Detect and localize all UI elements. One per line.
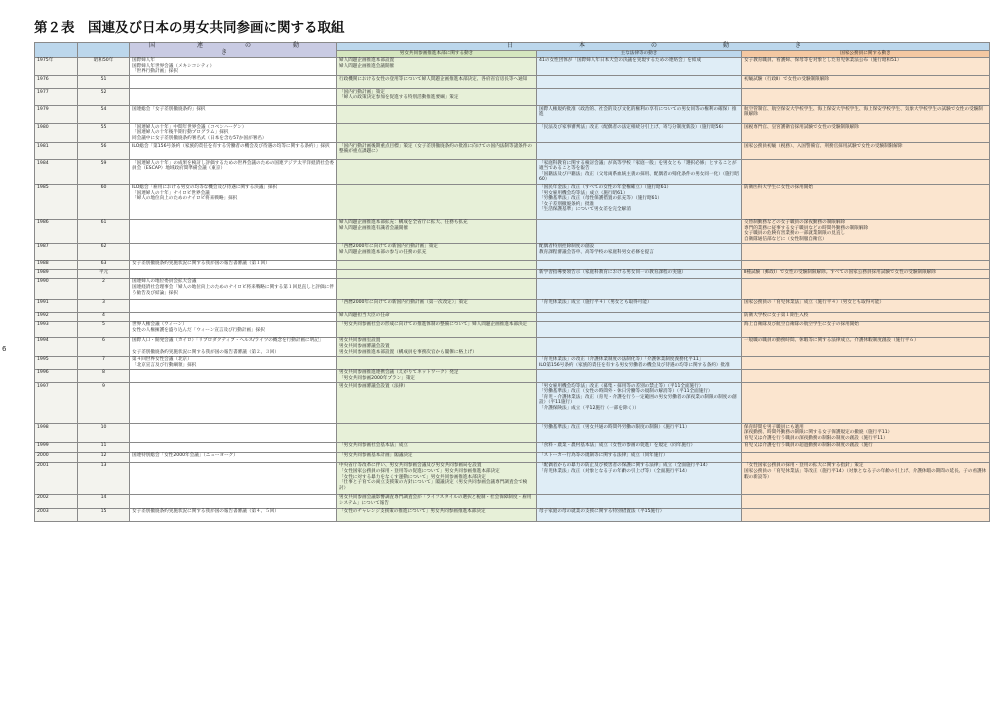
cell-year: 1981: [35, 143, 78, 160]
cell-ml: 「男女雇用機会均等法」改正（募集・採用等の差別の禁止等）（平11全面施行） 「労働基準法」改正（女性の時間外・休日労働等の規制の解消等）（平11全面施行） 「育児・介護休業法」改正（育児・介護を行う一定範囲の男女労働者の深夜業の制限の制度の創設）（平11施行） 「介護保険法」成立（平12施行（一部を除く））: [537, 383, 742, 424]
cell-year: 1990: [35, 278, 78, 299]
table-row: [35, 321, 990, 337]
cell-hq: 「男女共同参画基本計画」閣議決定: [337, 452, 537, 462]
table-row: [35, 424, 990, 443]
cell-showa: 56: [78, 143, 130, 160]
cell-hq: 「国内行動計画後期重点目標」策定（女子差別撤廃条約の批准に向けての国内法制等諸条件の整備が重点課題に）: [337, 143, 537, 160]
cell-year: 1997: [35, 383, 78, 424]
cell-cs: 初級試験（行政Ⅱ）で女性の受験制限解除: [742, 76, 990, 89]
cell-showa: 52: [78, 89, 130, 106]
cell-cs: [742, 383, 990, 424]
cell-ml: [537, 260, 742, 269]
header-japan: [337, 43, 990, 51]
cell-hq: [337, 278, 537, 299]
cell-year: 1977: [35, 89, 78, 106]
header-era: [78, 43, 130, 58]
table-row: [35, 219, 990, 243]
header-un: [130, 42, 342, 58]
cell-hq: 男女共同参画推進連携会議（えがりてネットワーク）発足 「男女共同参画2000年プラン」策定: [337, 369, 537, 382]
table-row: [35, 143, 990, 160]
cell-ml: [537, 89, 742, 106]
table-row: [35, 312, 990, 321]
page-side-mark: 6: [2, 345, 7, 353]
cell-hq: [337, 106, 537, 124]
cell-un: 国際人口・開発会議（カイロ）「リプロダクティブ・ヘルス/ライツの概念を行動計画に明記」 女子差別撤廃条約実施状況に関する我が国の報告書審議（第２、３回）: [130, 337, 337, 356]
cell-cs: [742, 89, 990, 106]
cell-showa: 12: [78, 452, 130, 462]
cell-un: 国連特別総会「女性2000年会議」（ニューヨーク）: [130, 452, 337, 462]
table-row: [35, 160, 990, 184]
cell-year: 1991: [35, 299, 78, 312]
table-row: [35, 184, 990, 219]
cell-un: [130, 269, 337, 278]
table-row: [35, 508, 990, 521]
header-un-label: 国 連 の 動 き: [148, 42, 342, 56]
header-cs: 国家公務員に関する動き: [742, 51, 990, 58]
cell-year: 1998: [35, 424, 78, 443]
cell-showa: 51: [78, 76, 130, 89]
cell-cs: 育児又は介護を行う職員の超過勤務の制限の制度の創設（施行: [742, 442, 990, 452]
table-row: [35, 337, 990, 356]
cell-cs: [742, 260, 990, 269]
table-row: [35, 452, 990, 462]
cell-ml: 「食料・農業・農村基本法」成立（女性の参画の促進）を規定（同年施行）: [537, 442, 742, 452]
cell-cs: [742, 369, 990, 382]
cell-year: 1979: [35, 106, 78, 124]
cell-showa: 3: [78, 299, 130, 312]
table-row: [35, 243, 990, 260]
cell-showa: 15: [78, 508, 130, 521]
cell-cs: 国税専門官、皇宮護衛官採用試験で女性の受験制限解除: [742, 124, 990, 143]
table-row: [35, 57, 990, 76]
cell-un: ILO総会「第156号条約（家族的責任を有する労働者の機会及び待遇の均等に関する条約）」採択: [130, 143, 337, 160]
cell-year: 1986: [35, 219, 78, 243]
cell-year: 1987: [35, 243, 78, 260]
cell-showa: 10: [78, 424, 130, 443]
cell-showa: 4: [78, 312, 130, 321]
cell-ml: 母子家庭の母の就業の支援に関する特別措置法（平15施行）: [537, 508, 742, 521]
cell-cs: [742, 494, 990, 508]
cell-ml: [537, 219, 742, 243]
cell-cs: 防衛大学校に女子第１期生入校: [742, 312, 990, 321]
table-row: [35, 106, 990, 124]
table-row: [35, 369, 990, 382]
cell-showa: 6: [78, 337, 130, 356]
table-row: [35, 278, 990, 299]
cell-hq: [337, 356, 537, 369]
cell-hq: 男女共同参画会議影響調査専門調査会が「ライフスタイルの選択と税制・社会保障制度・雇用システム」について報告: [337, 494, 537, 508]
cell-year: 2002: [35, 494, 78, 508]
cell-cs: 海上自衛隊及び航空自衛隊の航空学生に女子の採用開始: [742, 321, 990, 337]
cell-year: 1988: [35, 260, 78, 269]
cell-ml: 「育児休業法」の改正（介護休業制度の法制化等）「介護休業制度義務化平11」 ILO第156号条約（家族的責任を有する男女労働者の機会及び待遇の均等に関する条約）批准: [537, 356, 742, 369]
cell-hq: [337, 424, 537, 443]
cell-ml: 41の女性団体が「国際婦人年日本大会の決議を実現するための連絡会」を結成: [537, 57, 742, 76]
cell-cs: 国家公務員の「育児休業法」成立（施行平４）（男女とも取得可能）: [742, 299, 990, 312]
page-title: 第２表 国連及び日本の男女共同参画に関する取組: [34, 20, 345, 36]
table-row: [35, 383, 990, 424]
cell-ml: 「ストーカー行為等の規制等に関する法律」成立（同年施行）: [537, 452, 742, 462]
cell-showa: 7: [78, 356, 130, 369]
cell-showa: 平元: [78, 269, 130, 278]
cell-showa: 61: [78, 219, 130, 243]
cell-cs: [742, 243, 990, 260]
table-row: [35, 76, 990, 89]
cell-year: 1976: [35, 76, 78, 89]
table-row: [35, 269, 990, 278]
cell-year: 1993: [35, 321, 78, 337]
table-row: [35, 442, 990, 452]
cell-ml: [537, 278, 742, 299]
cell-un: [130, 312, 337, 321]
cell-cs: 航空管制官、航空保安大学校学生、海上保安大学校学生、海上保安学校学生、気象大学校学生の試験で女性の受験制限解除: [742, 106, 990, 124]
cell-year: 1975年: [35, 57, 78, 76]
cell-hq: [337, 260, 537, 269]
cell-ml: [537, 494, 742, 508]
cell-un: 国連婦人の地位委員会拡大会議 国連経済社会理事会「婦人の地位向上のためのナイロビ将来戦略に関する第１回見直しと評価に伴う勧告及び結論」採択: [130, 278, 337, 299]
cell-ml: [537, 369, 742, 382]
cell-cs: 一般職の職員の勤務時間、休暇等に関する法律成立。介護休暇制度創設（施行平６）: [742, 337, 990, 356]
cell-year: 1995: [35, 356, 78, 369]
cell-un: [130, 219, 337, 243]
cell-hq: 「国内行動計画」策定 「婦人の政策決定参加を促進する特別活動推進要綱」策定: [337, 89, 537, 106]
cell-un: ILO総会「雇用における男女の均等な機会及び待遇に関する決議」採択 「国連婦人の十年」ナイロビ世界会議 「婦人の地位向上のためのナイロビ将来戦略」採択: [130, 184, 337, 219]
cell-un: [130, 462, 337, 494]
cell-un: [130, 494, 337, 508]
table-row: [35, 494, 990, 508]
cell-un: 世界人権会議（ウィーン） 女性の人権擁護を盛り込んだ「ウィーン宣言及び行動計画」採択: [130, 321, 337, 337]
cell-cs: 「女性国家公務員の採用・登用の拡大に関する指針」策定 国家公務員の「育児休業法」等改正（施行平14）（対象となる子の年齢の引上げ、介護休暇の期間の延長、子の看護休暇の新設等）: [742, 462, 990, 494]
cell-showa: 9: [78, 383, 130, 424]
cell-showa: 59: [78, 160, 130, 184]
table-row: [35, 260, 990, 269]
cell-ml: 配偶者特別控除制度の創設 教育課程審議会答申、高等学校の家庭科男女必修を提言: [537, 243, 742, 260]
cell-showa: 62: [78, 243, 130, 260]
cell-hq: 「女性のチャレンジ支援策の推進について」男女共同参画推進本部決定: [337, 508, 537, 521]
cell-showa: 14: [78, 494, 130, 508]
cell-ml: 「国民年金法」改正（すべての女性の年金権確立）（施行昭61） 「男女雇用機会均等法」成立（施行昭61） 「労働基準法」改正（母性保護措置の拡充等）（施行昭61） 「女子差別撤廃条約」批准 「生活保護基準」について男女差を完全解消: [537, 184, 742, 219]
cell-hq: [337, 160, 537, 184]
header-hq: 男女共同参画推進本部に関する動き: [337, 51, 537, 58]
cell-ml: [537, 321, 742, 337]
cell-cs: 女子教育職員、看護婦、保母等を対象とした育児休業法公布（施行昭和51）: [742, 57, 990, 76]
cell-hq: [337, 269, 537, 278]
timeline-table: [34, 42, 990, 522]
cell-un: [130, 76, 337, 89]
cell-ml: [537, 143, 742, 160]
cell-un: 女子差別撤廃条約実施状況に関する我が国の報告書審議（第１回）: [130, 260, 337, 269]
cell-year: 2003: [35, 508, 78, 521]
table-row: [35, 89, 990, 106]
cell-year: 1985: [35, 184, 78, 219]
cell-ml: 「育児休業法」成立（施行平４）（男女とも取得可能）: [537, 299, 742, 312]
cell-showa: 54: [78, 106, 130, 124]
cell-hq: 婦人問題企画推進本部拡充：構成を全省庁に拡大、任務も拡充 婦人問題企画推進有識者会議開催: [337, 219, 537, 243]
table-body: [35, 57, 990, 521]
cell-showa: 8: [78, 369, 130, 382]
cell-cs: Ⅱ種試験（郵政Ⅰ）で女性の受験制限解除。すべての国家公務員採用試験で女性の受験制限解除: [742, 269, 990, 278]
cell-un: [130, 299, 337, 312]
cell-ml: 国際人権規約批准（政治的、社会的及び文化的権利の享有についての男女同等の権利の確保）推進: [537, 106, 742, 124]
table-header: [35, 43, 990, 58]
cell-cs: [742, 508, 990, 521]
cell-hq: 「男女共同参画社会の形成に向けての推進体制の整備について」婦人問題企画推進本部決定: [337, 321, 537, 337]
cell-hq: 男女共同参画審議会設置（法律）: [337, 383, 537, 424]
cell-showa: 5: [78, 321, 130, 337]
cell-showa: 11: [78, 442, 130, 452]
cell-showa: 60: [78, 184, 130, 219]
cell-ml: [537, 312, 742, 321]
cell-ml: [537, 76, 742, 89]
cell-ml: [537, 337, 742, 356]
header-year: [35, 43, 78, 58]
cell-hq: 男女共同参画室設置 男女共同参画審議会設置 男女共同参画推進本部設置（構成員を事務次官から閣僚に格上げ）: [337, 337, 537, 356]
cell-un: 第４回世界女性会議（北京） 「北京宣言及び行動綱領」採択: [130, 356, 337, 369]
cell-hq: 行政機関における女性の登用等について婦人問題企画推進本部決定、各府省官房長等へ通知: [337, 76, 537, 89]
cell-year: 1989: [35, 269, 78, 278]
cell-cs: [742, 452, 990, 462]
cell-year: 1992: [35, 312, 78, 321]
table-row: [35, 124, 990, 143]
cell-year: 1984: [35, 160, 78, 184]
cell-un: [130, 424, 337, 443]
cell-ml: 「配偶者からの暴力の防止及び被害者の保護に関する法律」成立（全面施行平14） 「育児休業法」改正（対象となる子の年齢の引上げ等）（全面施行平14）: [537, 462, 742, 494]
cell-hq: 中央省庁等改革に伴い、男女共同参画会議及び男女共同参画局を設置 「女性国家公務員の採用・登用等の促進について」男女共同参画推進本部決定 「女性に対する暴力をなくす運動について」男女共同参画推進本部決定 「仕事と子育ての両立支援策の方針について」閣議決定（男女共同参画会議専門調査会で検討）: [337, 462, 537, 494]
cell-ml: 新学習指導要領告示（家庭科教育における男女同一の教育課程の実施）: [537, 269, 742, 278]
cell-cs: [742, 356, 990, 369]
cell-hq: 「西暦2000年に向けての新国内行動計画（第一次改定）」策定: [337, 299, 537, 312]
table-row: [35, 299, 990, 312]
cell-hq: 婦人問題担当大臣の任命: [337, 312, 537, 321]
cell-un: [130, 383, 337, 424]
cell-hq: 婦人問題企画推進本部設置 婦人問題企画推進会議開催: [337, 57, 537, 76]
cell-showa: 昭和50年: [78, 57, 130, 76]
cell-un: 女子差別撤廃条約実施状況に関する我が国の報告書審議（第４、５回）: [130, 508, 337, 521]
cell-cs: 交替制勤務などの女子職員の深夜勤務の制限解除 専門的業務に従事する女子職員などの時間外勤務の制限解除 女子職員の危険有害業務の一部就業制限の見直し 自衛隊通信部などに（女性制服自衛官）: [742, 219, 990, 243]
cell-showa: 2: [78, 278, 130, 299]
cell-year: 1999: [35, 442, 78, 452]
cell-ml: 「民法及び家事審判法」改正（配偶者の法定相続分引上げ、寄与分制度新設）（施行昭56）: [537, 124, 742, 143]
cell-cs: 防衛医科大学生に女性の採用開始: [742, 184, 990, 219]
cell-un: [130, 369, 337, 382]
cell-year: 1980: [35, 124, 78, 143]
cell-hq: 「男女共同参画社会基本法」成立: [337, 442, 537, 452]
cell-un: [130, 89, 337, 106]
cell-un: 「国連婦人の十年」中間年世界会議（コペンハーゲン） 「国連婦人の十年後半期行動プログラム」採択 同会議中に女子差別撤廃条約署名式（日本を含む57か国が署名）: [130, 124, 337, 143]
cell-year: 2000: [35, 452, 78, 462]
header-japan-label: 日 本 の 動 き: [507, 42, 820, 50]
cell-showa: 13: [78, 462, 130, 494]
table-row: [35, 356, 990, 369]
cell-year: 1994: [35, 337, 78, 356]
cell-cs: [742, 278, 990, 299]
header-ml: 主な法律等の動き: [537, 51, 742, 58]
cell-un: 国際婦人年 国際婦人年世界会議（メキシコシティ） 「世界行動計画」採択: [130, 57, 337, 76]
cell-hq: [337, 184, 537, 219]
cell-showa: 55: [78, 124, 130, 143]
cell-hq: [337, 124, 537, 143]
cell-showa: 63: [78, 260, 130, 269]
cell-un: [130, 442, 337, 452]
cell-cs: 国家公務員初級（税務）、入国警備官、刑務官採用試験で女性の受験制限解除: [742, 143, 990, 160]
cell-hq: 「西暦2000年に向けての新国内行動計画」策定 婦人問題企画推進本部の参与の任務の拡充: [337, 243, 537, 260]
cell-un: 国連総会「女子差別撤廃条約」採択: [130, 106, 337, 124]
cell-un: [130, 243, 337, 260]
cell-un: 「国連婦人の十年」の成果を検討し評価するための世界会議のための国連アジア太平洋経済社会委員会（ESCAP）地域政府間準備会議（東京）: [130, 160, 337, 184]
cell-ml: 「家庭科教育に関する検討会議」が高等学校「家庭一般」を男女とも「選択必修」とすることが適当であること等を報告 「国籍法及び戸籍法」改正（父母両系血統主義の採用、配偶者の帰化条件の男女同一化）（施行昭60）: [537, 160, 742, 184]
cell-ml: 「労働基準法」改正（男女共通の時間外労働の限度の制限）（施行平11）: [537, 424, 742, 443]
cell-cs: 保育時間を男子職員にも適用 深夜勤務、時間外勤務の制限に関する女子保護規定の撤廃（施行平11） 育児又は介護を行う職員の深夜勤務の制限の制度の創設（施行平11）: [742, 424, 990, 443]
cell-cs: [742, 160, 990, 184]
cell-year: 1996: [35, 369, 78, 382]
cell-year: 2001: [35, 462, 78, 494]
table-row: [35, 462, 990, 494]
